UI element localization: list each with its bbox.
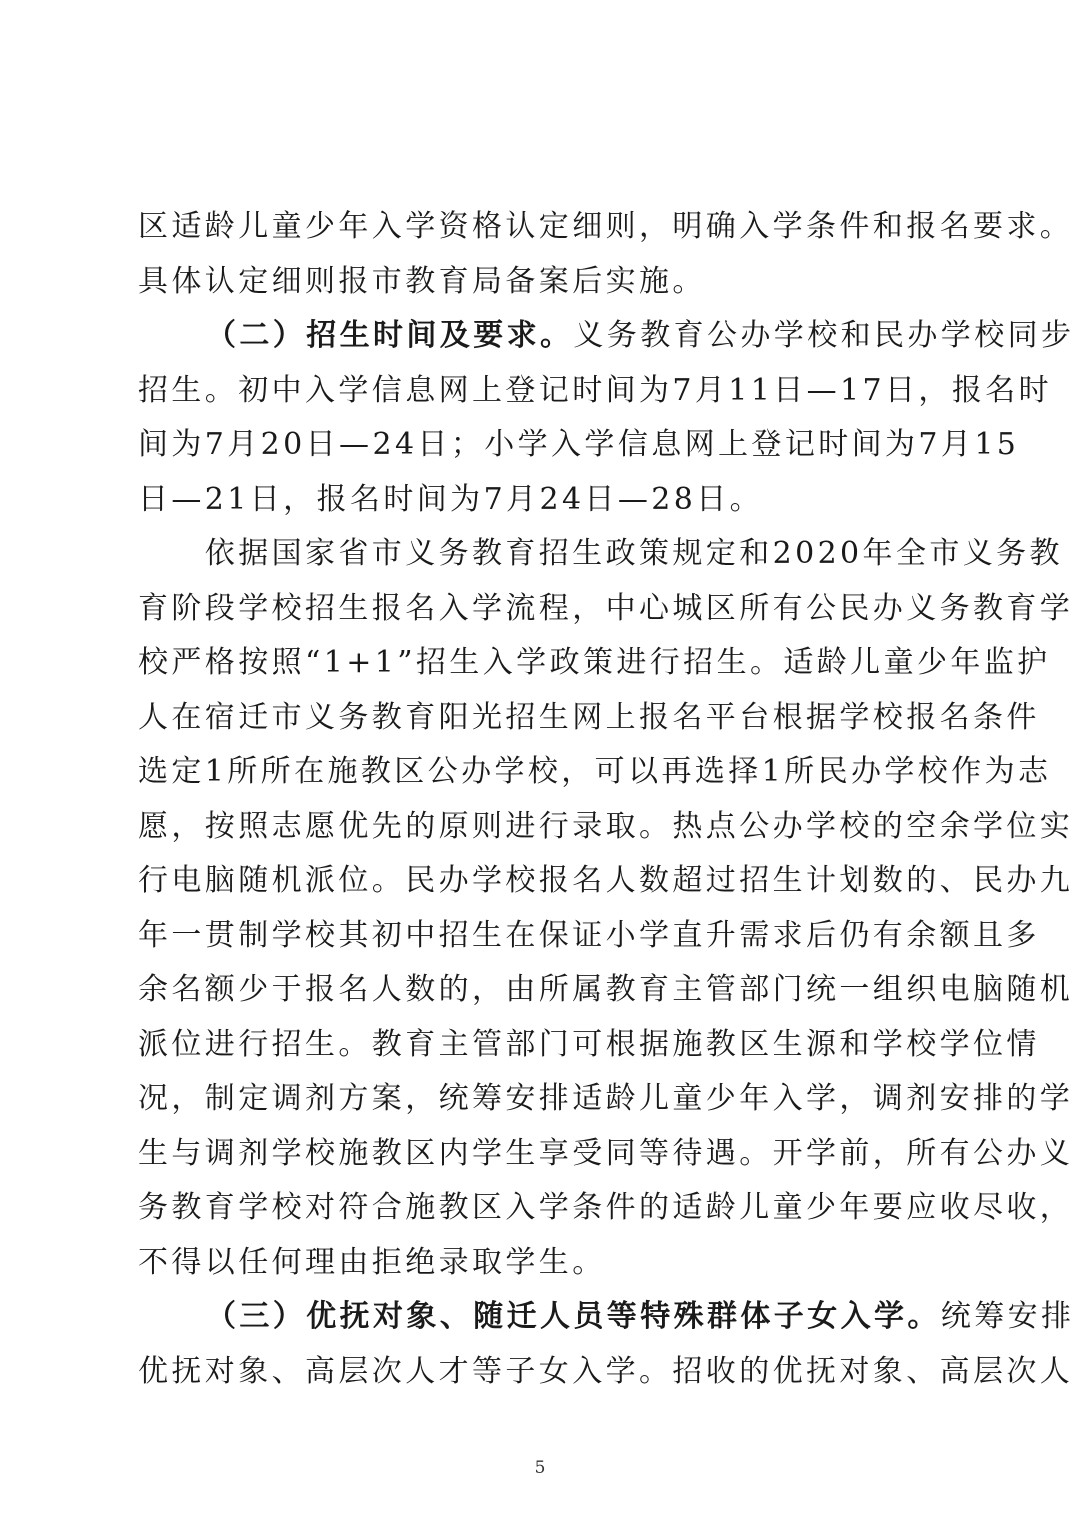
text-line: 优抚对象、高层次人才等子女入学。招收的优抚对象、高层次人 bbox=[138, 1353, 1074, 1389]
section-heading: （二）招生时间及要求。 bbox=[206, 318, 574, 353]
text-line: 不得以任何理由拒绝录取学生。 bbox=[138, 1244, 606, 1280]
text-line: 余名额少于报名人数的，由所属教育主管部门统一组织电脑随机 bbox=[138, 972, 1074, 1007]
text-line: 日—21日，报名时间为7月24日—28日。 bbox=[138, 481, 764, 517]
section-heading: （三）优抚对象、随迁人员等特殊群体子女入学。 bbox=[206, 1299, 941, 1334]
text-line: 况，制定调剂方案，统筹安排适龄儿童少年入学，调剂安排的学 bbox=[138, 1081, 1074, 1116]
text-line: 生与调剂学校施教区内学生享受同等待遇。开学前，所有公办义 bbox=[138, 1135, 1074, 1171]
text-line: 招生。初中入学信息网上登记时间为7月11日—17日，报名时 bbox=[138, 372, 1053, 408]
text-line: 行电脑随机派位。民办学校报名人数超过招生计划数的、民办九 bbox=[138, 863, 1074, 898]
text-line: 育阶段学校招生报名入学流程，中心城区所有公民办义务教育学 bbox=[138, 590, 1074, 626]
section-heading-line bbox=[138, 1290, 1075, 1345]
text-line: 间为7月20日—24日；小学入学信息网上登记时间为7月15 bbox=[138, 427, 1020, 462]
page-number: 5 bbox=[534, 1458, 546, 1478]
text-line: 派位进行招生。教育主管部门可根据施教区生源和学校学位情 bbox=[138, 1026, 1040, 1062]
text-line: 依据国家省市义务教育招生政策规定和2020年全市义务教 bbox=[138, 536, 1063, 571]
text-line: 选定1所所在施教区公办学校，可以再选择1所民办学校作为志 bbox=[138, 754, 1052, 789]
text-line: 年一贯制学校其初中招生在保证小学直升需求后仍有余额且多 bbox=[138, 917, 1040, 953]
text-line: 人在宿迁市义务教育阳光招生网上报名平台根据学校报名条件 bbox=[138, 699, 1040, 735]
text-line: 愿，按照志愿优先的原则进行录取。热点公办学校的空余学位实 bbox=[138, 808, 1074, 844]
text-line: 区适龄儿童少年入学资格认定细则，明确入学条件和报名要求。 bbox=[138, 209, 1074, 244]
section-heading-line bbox=[138, 309, 1075, 364]
body-text bbox=[138, 200, 1075, 1399]
text-line: 务教育学校对符合施教区入学条件的适龄儿童少年要应收尽收， bbox=[138, 1190, 1074, 1225]
section-text: 统筹安排 bbox=[940, 1299, 1075, 1334]
text-line: 校严格按照“1+1”招生入学政策进行招生。适龄儿童少年监护 bbox=[138, 645, 1051, 680]
section-text: 义务教育公办学校和民办学校同步 bbox=[573, 318, 1075, 353]
text-line: 具体认定细则报市教育局备案后实施。 bbox=[138, 263, 706, 299]
